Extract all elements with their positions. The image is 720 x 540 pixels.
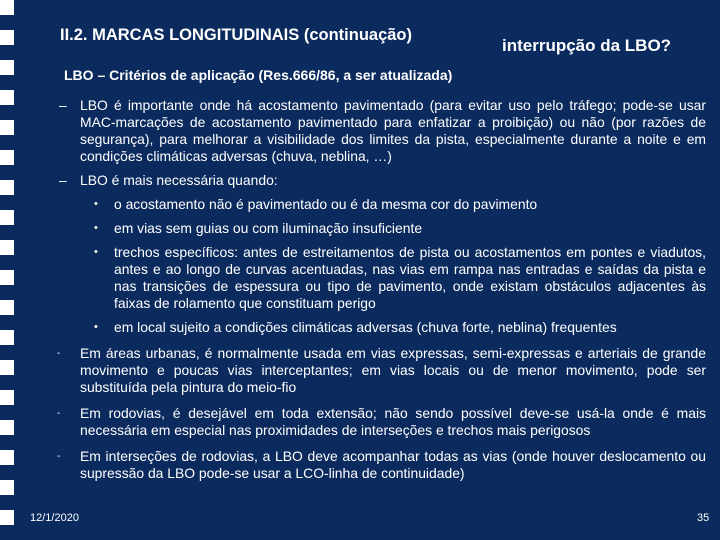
list-item: [0, 405, 706, 439]
dash-marker: –: [59, 172, 67, 188]
sub-list-item-text: trechos específicos: antes de estreitamentos de pista ou acostamentos em pontes e viadutos, antes e ao longo de curvas acentuadas, nas vias em rampa nas entradas e saídas da pista e nas transições de espessura ou tipo de pavimento, onde existam obstáculos adjacentes às faixas de rolamento que constituam perigo: [114, 244, 706, 311]
dash-marker: -: [57, 348, 61, 359]
sub-list-item-text: o acostamento não é pavimentado ou é da mesma cor do pavimento: [114, 196, 538, 212]
slide-title: II.2. MARCAS LONGITUDINAIS (continuação): [60, 26, 413, 44]
sub-list-item: [0, 319, 706, 336]
list-item-text: Em áreas urbanas, é normalmente usada em vias expressas, semi-expressas e arteriais de grande movimento e poucas vias interceptantes; em vias locais ou de menor movimento, pode ser substituída pela pintura do meio-fio: [80, 345, 706, 395]
slide-subtitle: LBO – Critérios de aplicação (Res.666/86, a ser atualizada): [64, 67, 453, 83]
sub-list-item: [0, 196, 706, 213]
sub-list-item: [0, 220, 706, 237]
slide-title-question: interrupção da LBO?: [502, 36, 672, 55]
list-item: [0, 172, 706, 189]
bullet-marker: •: [94, 198, 98, 210]
bullet-marker: •: [94, 222, 98, 234]
list-item-text: Em interseções de rodovias, a LBO deve acompanhar todas as vias (onde houver deslocamento ou supressão da LBO pode-se usar a LCO-linha de continuidade): [80, 448, 706, 481]
page-number: 35: [697, 512, 710, 524]
list-item-text: LBO é mais necessária quando:: [80, 172, 278, 188]
bullet-marker: •: [94, 246, 98, 258]
list-item: [0, 97, 706, 165]
dash-marker: -: [57, 408, 61, 419]
dash-marker: -: [57, 451, 61, 462]
sub-list-item-text: em vias sem guias ou com iluminação insuficiente: [114, 220, 423, 236]
dash-marker: –: [59, 97, 67, 113]
sub-list-item: [0, 244, 706, 312]
slide-body: [0, 97, 720, 482]
list-item: [0, 448, 706, 482]
list-item-text: LBO é importante onde há acostamento pavimentado (para evitar uso pelo tráfego; pode-se usar MAC-marcações de acostamento pavimentado para enfatizar a proibição) ou não (por razões de segurança), para melhorar a visibilidade dos limites da pista, especialmente durante a noite e em condições climáticas adversas (chuva, neblina, …): [80, 97, 706, 164]
sub-list-item-text: em local sujeito a condições climáticas adversas (chuva forte, neblina) frequentes: [114, 319, 617, 335]
list-item: [0, 345, 706, 396]
bullet-marker: •: [94, 321, 98, 333]
list-item-text: Em rodovias, é desejável em toda extensão; não sendo possível deve-se usá-la onde é mais necessária em especial nas proximidades de interseções e trechos mais perigosos: [80, 405, 706, 438]
footer-date: 12/1/2020: [30, 512, 79, 524]
